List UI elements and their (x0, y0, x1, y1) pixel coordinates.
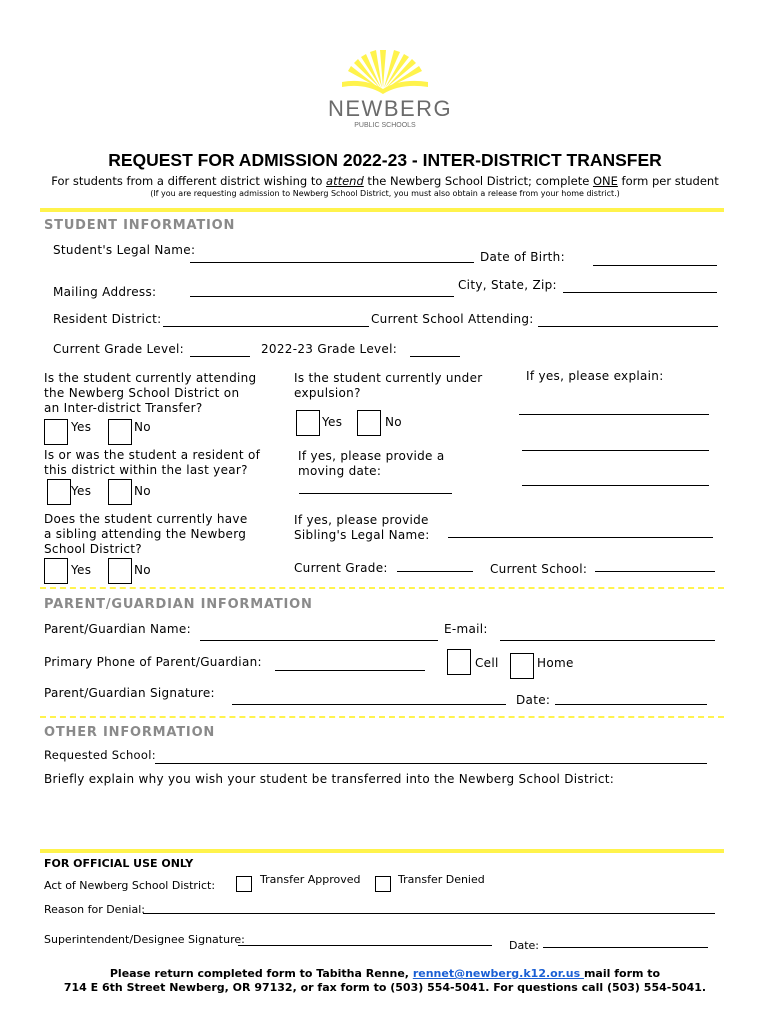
transfer-denied-checkbox[interactable] (375, 876, 391, 892)
yellow-divider-official (40, 849, 724, 853)
explain-line-2[interactable] (522, 450, 709, 451)
parent-email-field[interactable] (500, 640, 715, 641)
sibling-yes-checkbox[interactable] (44, 558, 68, 584)
dashed-divider-1 (40, 587, 724, 589)
interdistrict-yes-label: Yes (71, 420, 92, 434)
current-grade-field[interactable] (190, 356, 250, 357)
sibling-no-checkbox[interactable] (108, 558, 132, 584)
sibling-school-field[interactable] (595, 571, 715, 572)
newberg-logo (320, 44, 453, 134)
student-legal-name-label: Student's Legal Name: (53, 243, 196, 257)
transfer-approved-checkbox[interactable] (236, 876, 252, 892)
form-title: REQUEST FOR ADMISSION 2022-23 - INTER-DISTRICT TRANSFER (108, 150, 662, 170)
expulsion-yes-label: Yes (322, 415, 343, 429)
form-subtitle: For students from a different district wishing to attend the Newberg School District; complete ONE form per student (51, 174, 719, 188)
parent-name-label: Parent/Guardian Name: (44, 622, 191, 636)
parent-email-label: E-mail: (444, 622, 488, 636)
expulsion-question: Is the student currently under expulsion? (294, 371, 483, 400)
student-legal-name-field[interactable] (190, 262, 474, 263)
form-note: (If you are requesting admission to Newberg School District, you must also obtain a release from your home district.) (150, 189, 620, 198)
interdistrict-no-checkbox[interactable] (108, 419, 132, 445)
dob-field[interactable] (593, 265, 717, 266)
next-grade-label: 2022-23 Grade Level: (261, 342, 398, 356)
yellow-divider (40, 208, 724, 212)
sibling-question: Does the student currently have a sibling attending the Newberg School District? (44, 512, 248, 556)
resident-yes-label: Yes (71, 484, 92, 498)
phone-cell-checkbox[interactable] (447, 649, 471, 675)
official-date-label: Date: (509, 939, 539, 952)
dob-label: Date of Birth: (480, 250, 565, 264)
requested-school-label: Requested School: (44, 748, 156, 762)
parent-date-label: Date: (516, 693, 551, 707)
explain-line-1[interactable] (519, 414, 709, 415)
parent-signature-field[interactable] (232, 704, 506, 705)
interdistrict-no-label: No (134, 420, 151, 434)
moving-date-label: If yes, please provide a moving date: (298, 449, 445, 478)
logo-name: NEWBERG (328, 96, 453, 121)
transfer-denied-label: Transfer Denied (398, 873, 485, 886)
sibling-grade-field[interactable] (397, 571, 473, 572)
resident-question: Is or was the student a resident of this district within the last year? (44, 448, 261, 477)
resident-district-field[interactable] (163, 326, 369, 327)
expulsion-yes-checkbox[interactable] (296, 410, 320, 436)
parent-phone-field[interactable] (275, 670, 425, 671)
section-heading-student: STUDENT INFORMATION (44, 218, 236, 233)
sibling-no-label: No (134, 563, 151, 577)
mailing-address-field[interactable] (190, 296, 454, 297)
official-use-heading: FOR OFFICIAL USE ONLY (44, 857, 194, 870)
contact-email-link[interactable]: rennet@newberg.k12.or.us (412, 967, 584, 980)
superintendent-signature-field[interactable] (238, 945, 492, 946)
current-grade-label: Current Grade Level: (53, 342, 185, 356)
sibling-grade-label: Current Grade: (294, 561, 388, 575)
section-heading-other: OTHER INFORMATION (44, 725, 216, 740)
explain-label: If yes, please explain: (526, 369, 664, 383)
sibling-name-field[interactable] (448, 537, 713, 538)
current-school-field[interactable] (538, 326, 718, 327)
dashed-divider-2 (40, 716, 724, 718)
parent-phone-label: Primary Phone of Parent/Guardian: (44, 655, 262, 669)
resident-yes-checkbox[interactable] (47, 479, 71, 505)
next-grade-field[interactable] (410, 356, 460, 357)
city-state-zip-label: City, State, Zip: (458, 278, 557, 292)
requested-school-field[interactable] (155, 763, 707, 764)
parent-date-field[interactable] (555, 704, 707, 705)
current-school-label: Current School Attending: (371, 312, 534, 326)
reason-denial-label: Reason for Denial: (44, 903, 145, 916)
resident-no-label: No (134, 484, 151, 498)
official-date-field[interactable] (543, 947, 708, 948)
footer-line-1: Please return completed form to Tabitha Renne, rennet@newberg.k12.or.us mail form to (109, 967, 661, 980)
phone-home-checkbox[interactable] (510, 653, 534, 679)
moving-date-field[interactable] (299, 493, 452, 494)
sibling-name-label: If yes, please provide Sibling's Legal Name: (294, 513, 430, 542)
sunburst-book-icon (320, 44, 450, 94)
interdistrict-question: Is the student currently attending the Newberg School District on an Inter-district Transfer? (44, 371, 257, 415)
footer-line-2: 714 E 6th Street Newberg, OR 97132, or fax form to (503) 554-5041. For questions call (503) 554-5041. (63, 981, 707, 994)
expulsion-no-label: No (385, 415, 402, 429)
sibling-yes-label: Yes (71, 563, 92, 577)
act-of-district-label: Act of Newberg School District: (44, 879, 216, 892)
sibling-school-label: Current School: (490, 562, 588, 576)
city-state-zip-field[interactable] (563, 292, 717, 293)
reason-denial-field[interactable] (143, 913, 715, 914)
resident-district-label: Resident District: (53, 312, 162, 326)
parent-name-field[interactable] (200, 640, 438, 641)
parent-signature-label: Parent/Guardian Signature: (44, 686, 215, 700)
superintendent-signature-label: Superintendent/Designee Signature: (44, 933, 245, 946)
phone-home-label: Home (537, 656, 574, 670)
transfer-approved-label: Transfer Approved (260, 873, 361, 886)
explain-line-3[interactable] (522, 485, 709, 486)
interdistrict-yes-checkbox[interactable] (44, 419, 68, 445)
phone-cell-label: Cell (475, 656, 499, 670)
resident-no-checkbox[interactable] (108, 479, 132, 505)
logo-subtitle: PUBLIC SCHOOLS (354, 122, 416, 129)
transfer-reason-label: Briefly explain why you wish your student be transferred into the Newberg School District: (44, 772, 615, 786)
mailing-address-label: Mailing Address: (53, 285, 157, 299)
section-heading-parent: PARENT/GUARDIAN INFORMATION (44, 597, 313, 612)
expulsion-no-checkbox[interactable] (357, 410, 381, 436)
